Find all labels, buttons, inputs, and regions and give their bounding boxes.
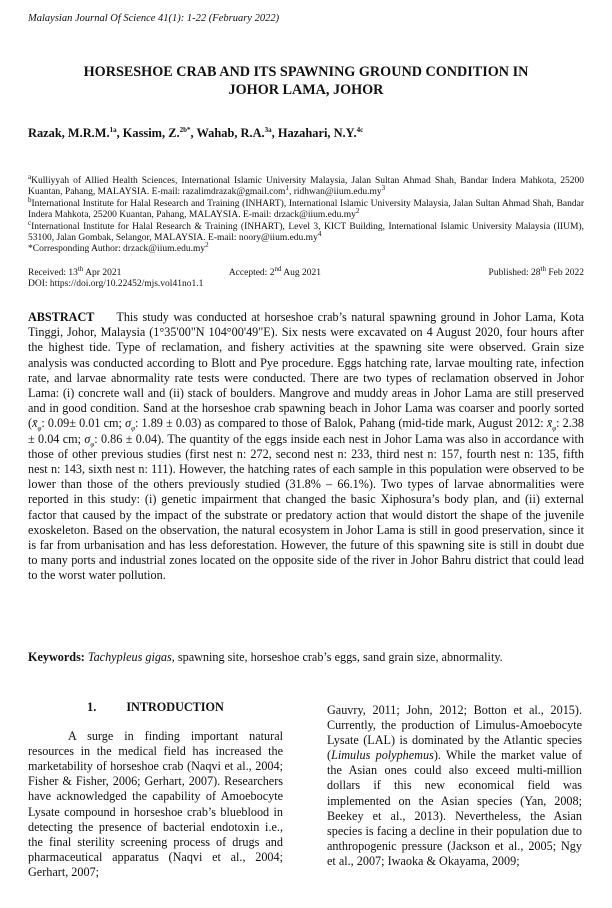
article-dates	[28, 264, 584, 291]
affiliation-c: $^c$International Institute for Halal Research & Training (INHART), Level 3, KICT Building, International Islamic University Malaysia (IIUM), 53100, Jalan Gombak, Selangor, MALAYSIA. E-mail: $noory@iium.edu.my^4$	[28, 218, 584, 244]
accepted-date: Accepted: 2nd Aug 2021	[228, 264, 322, 278]
author-superscript: 1a	[109, 125, 117, 134]
author-superscript: 3a	[264, 125, 272, 134]
keywords: Keywords: Tachypleus gigas, spawning site, horseshoe crab’s eggs, sand grain size, abnormality.	[28, 650, 503, 664]
author-superscript: 4c	[356, 125, 364, 134]
intro-paragraph-continued: Gauvry, 2011; John, 2012; Botton et al., 2015). Currently, the production of Limulus-Amoebocyte Lysate (LAL) is dominated by the Atlantic species (Limulus polyphemus). While the market value of the Asian ones could also exceed multi-million dollars if this new economical field was implemented on the Asian species (Yan, 2008; Beekey et al., 2013). Nevertheless, the Asian species is facing a decline in their population due to anthropogenic pressure (Jackson et al., 2005; Ngy et al., 2007; Iwaoka & Okayama, 2009;	[327, 703, 582, 868]
author-superscript: 2b*	[179, 125, 191, 134]
affiliation-b: $^b$International Institute for Halal Research and Training (INHART), International Islamic University Malaysia, Jalan Sultan Ahmad Shah, Bandar Indera Mahkota, 25200 Kuantan, Pahang, MALAYSIA. E-mail: $drzack@iium.edu.my^2$	[28, 195, 584, 221]
author-list: Razak, M.R.M.$^{1a}$, Kassim, Z.$^{2b*}$, Wahab, R.A.$^{3a}$, Hazahari, N.Y.$^{4c}$	[28, 125, 364, 140]
section-heading	[28, 700, 283, 715]
title-line-2: JOHOR LAMA, JOHOR	[228, 82, 384, 98]
section-title: INTRODUCTION	[126, 700, 224, 714]
article-title	[30, 63, 582, 99]
corresponding-author: *Corresponding Author: $drzack@iium.edu.my^2$	[28, 241, 209, 255]
author-name: Hazahari, N.Y.	[277, 126, 357, 140]
section-number: 1.	[87, 700, 97, 714]
title-line-1: HORSESHOE CRAB AND ITS SPAWNING GROUND CONDITION IN	[83, 64, 529, 80]
received-date: Received: 13th Apr 2021	[28, 264, 122, 278]
journal-header: Malaysian Journal Of Science 41(1): 1-22 (February 2022)	[28, 13, 280, 24]
author-name: Kassim, Z.	[122, 126, 180, 140]
author-name: Razak, M.R.M.	[28, 126, 110, 140]
column-left	[28, 700, 283, 880]
author-name: Wahab, R.A.	[196, 126, 265, 140]
affiliation-a: $^a$Kulliyyah of Allied Health Sciences, International Islamic University Malaysia, Jalan Sultan Ahmad Shah, Bandar Indera Mahkota, 25200 Kuantan, Pahang, MALAYSIA. E-mail: razalimdrazak@gmail.com$^1$, $ridhwan@iium.edu.my^3$	[28, 172, 584, 198]
abstract: ABSTRACT This study was conducted at horseshoe crab’s natural spawning ground in Johor Lama, Kota Tinggi, Johor, Malaysia (1°35'00"N 104°00'49"E). Six nests were excavated on 4 August 2020, four hours after the highest tide. Type of reclamation, and fishery activities at the spawning site were observed. Grain size analysis was conducted according to Blott and Pye procedure. Eggs hatching rate, larvae moulting rate, infection rate, and larvae abnormality rate tests were conducted. There are two types of reclamation observed in Johor Lama: (i) concrete wall and (ii) stack of boulders. Mangrove and muddy areas in Johor Lama are still preserved and in good condition. Sand at the horseshoe crab spawning beach in Johor Lama was coarser and poorly sorted ($x̄_\varphi$: 0.09± 0.01 cm; $\sigma_\varphi$: 1.89 ± 0.03) as compared to those of Balok, Pahang (mid-tide mark, August 2012: $x̄_\varphi$: 2.38 ± 0.04 cm; $\sigma_\varphi$: 0.86 ± 0.04). The quantity of the eggs inside each nest in Johor Lama was also in accordance with those of other previous studies (first nest n: 272, second nest n: 233, third nest n: 157, fourth nest n: 135, fifth nest n: 143, sixth nest n: 111). However, the hatching rates of each sample in this population were observed to be lower than those of the others previously studied (31.8% – 66.1%). Two types of larvae abnormalities were reported in this study: (i) genetic impairment that changed the basic Xiphosura’s body plan, and (ii) external factor that caused by the impact of the substrate or predatory action that would distort the shape of the juvenile exoskeleton. Based on the observation, the natural ecosystem in Johor Lama is still in good preservation, since it is far from urbanisation and has less deforestation. However, the future of this spawning site is still in doubt due to many ports and industrial zones located on the opposite side of the river in Johor Bahru district that could lead to the worst water pollution.	[28, 310, 585, 583]
keywords-label: Keywords:	[28, 650, 85, 664]
published-date: Published: 28th Feb 2022	[488, 264, 584, 278]
keyword-species: Tachypleus gigas	[87, 650, 172, 664]
abstract-label: ABSTRACT	[28, 310, 95, 324]
affiliations	[28, 172, 584, 256]
intro-paragraph: A surge in finding important natural resources in the medical field has increased the marketability of horseshoe crab (Naqvi et al., 2004; Fisher & Fisher, 2006; Gerhart, 2007). Researchers have acknowledged the capability of Amoebocyte Lysate compound in horseshoe crab’s blueblood in detecting the presence of bacterial endotoxin i.e., the final sterility screening process of drugs and pharmaceutical apparatus (Naqvi et al., 2004; Gerhart, 2007;	[28, 729, 283, 879]
doi: DOI: https://doi.org/10.22452/mjs.vol41no1.1	[28, 279, 204, 290]
column-right	[327, 703, 582, 869]
